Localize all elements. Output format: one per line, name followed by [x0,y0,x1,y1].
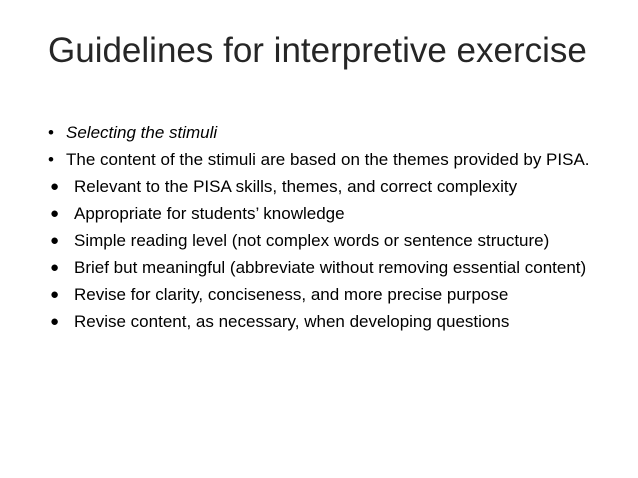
bullet-marker: ● [50,178,60,195]
list-item-text: Relevant to the PISA skills, themes, and correct complexity [74,177,518,196]
list-item-text: Appropriate for students’ knowledge [74,204,345,223]
list-item [48,203,623,224]
list-item [48,284,623,305]
list-item [48,230,623,251]
bullet-marker: ● [50,205,60,222]
list-item-text: Brief but meaningful (abbreviate without removing essential content) [74,258,587,277]
list-item [48,176,623,197]
bullet-marker: ● [50,232,60,249]
bullet-marker: ● [50,286,60,303]
list-item-text: The content of the stimuli are based on the themes provided by PISA. [66,150,590,169]
list-item-text: Selecting the stimuli [66,123,218,142]
list-item [48,122,623,143]
list-item-text: Revise for clarity, conciseness, and more precise purpose [74,285,509,304]
slide-title: Guidelines for interpretive exercise [48,31,587,70]
list-item [48,311,623,332]
bullet-marker: ● [50,313,60,330]
list-item-text: Simple reading level (not complex words or sentence structure) [74,231,550,250]
list-item [48,257,623,278]
bullet-marker: • [48,123,54,142]
bullet-marker: ● [50,259,60,276]
list-item [48,149,623,170]
bullet-list [48,122,623,338]
bullet-marker: • [48,150,54,169]
list-item-text: Revise content, as necessary, when developing questions [74,312,510,331]
